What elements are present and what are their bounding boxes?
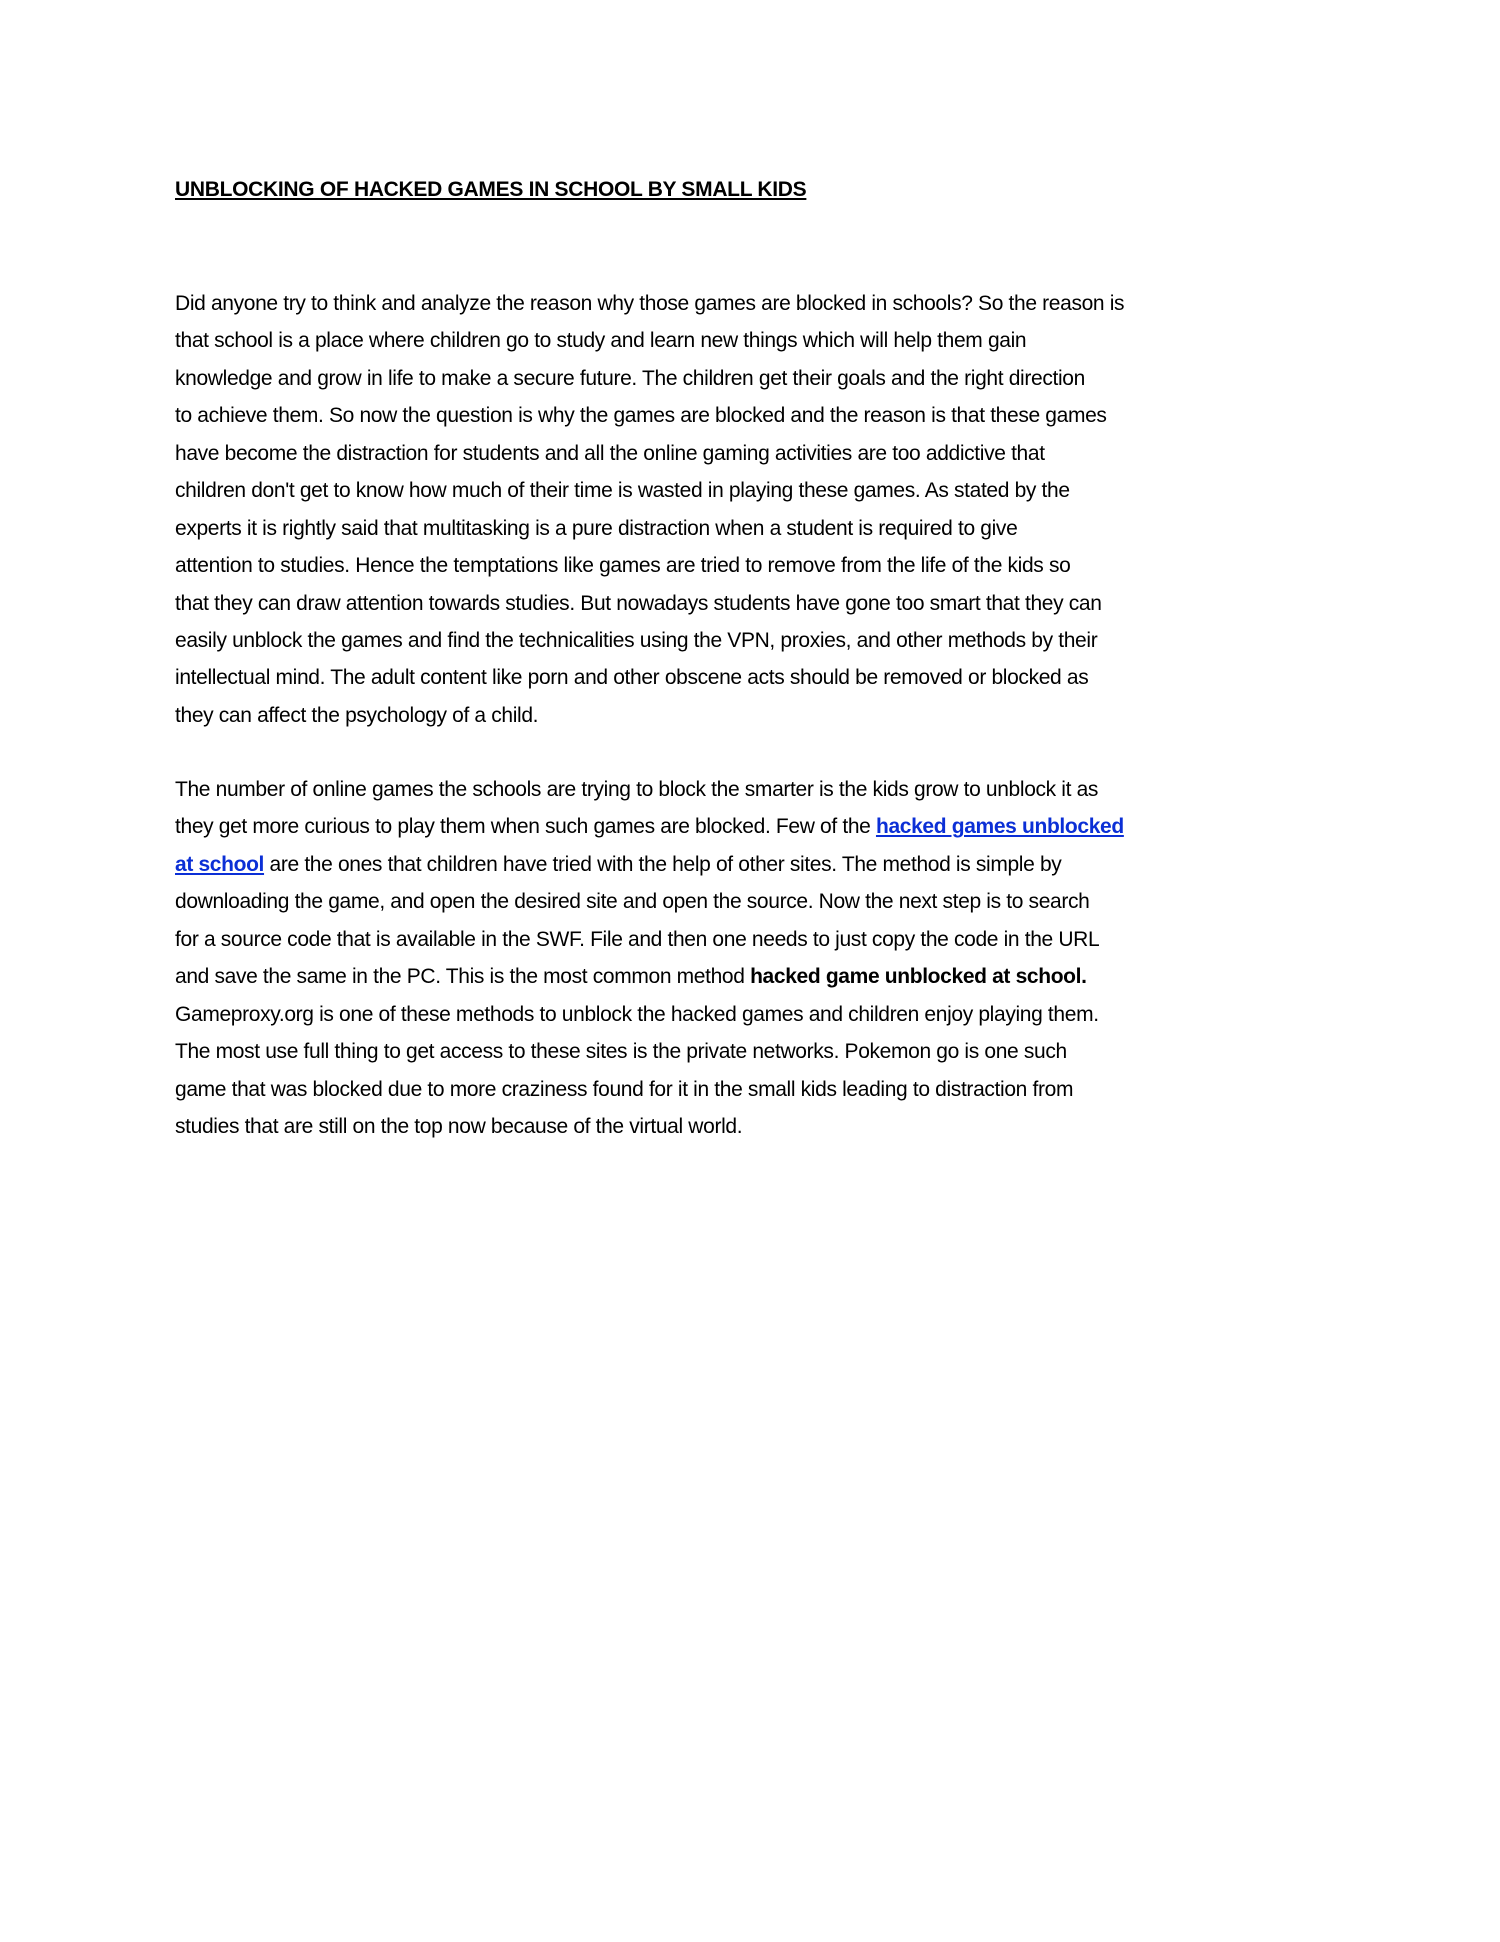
text-line: The number of online games the schools are trying to block the smarter is the kids grow to unblock it as bbox=[175, 778, 1099, 801]
text-line: children don't get to know how much of their time is wasted in playing these games. As stated by the bbox=[175, 479, 1070, 503]
text-line: Gameproxy.org is one of these methods to unblock the hacked games and children enjoy playing them. bbox=[175, 1002, 1099, 1026]
text-line: Did anyone try to think and analyze the reason why those games are blocked in schools? So the reason is bbox=[175, 292, 1125, 315]
paragraph-1 bbox=[175, 285, 1325, 734]
paragraph-2 bbox=[175, 771, 1325, 1145]
text-line: intellectual mind. The adult content like porn and other obscene acts should be removed or blocked as bbox=[175, 666, 1089, 690]
text-line: easily unblock the games and find the technicalities using the VPN, proxies, and other methods by their bbox=[175, 628, 1098, 652]
text-line bbox=[175, 846, 1325, 883]
text-span: are the ones that children have tried with the help of other sites. The method is simple by bbox=[264, 852, 1062, 876]
text-line: downloading the game, and open the desired site and open the source. Now the next step is to search bbox=[175, 890, 1090, 914]
text-line: game that was blocked due to more craziness found for it in the small kids leading to distraction from bbox=[175, 1077, 1074, 1101]
bold-keyword: hacked game unblocked at school. bbox=[750, 965, 1087, 989]
text-line bbox=[175, 958, 1325, 995]
text-line: that they can draw attention towards studies. But nowadays students have gone too smart that they can bbox=[175, 591, 1102, 615]
text-line: have become the distraction for students and all the online gaming activities are too addictive that bbox=[175, 441, 1045, 465]
text-line bbox=[175, 808, 1325, 845]
text-span: they get more curious to play them when such games are blocked. Few of the bbox=[175, 815, 876, 839]
hacked-games-link-continued[interactable]: at school bbox=[175, 852, 265, 876]
hacked-games-link[interactable]: hacked games unblocked bbox=[875, 815, 1124, 839]
text-line: attention to studies. Hence the temptations like games are tried to remove from the life of the kids so bbox=[175, 554, 1071, 578]
document-title: UNBLOCKING OF HACKED GAMES IN SCHOOL BY SMALL KIDS bbox=[175, 178, 807, 201]
text-line: experts it is rightly said that multitasking is a pure distraction when a student is required to give bbox=[175, 516, 1018, 540]
text-line: for a source code that is available in the SWF. File and then one needs to just copy the code in the URL bbox=[175, 927, 1100, 951]
text-line: they can affect the psychology of a child. bbox=[175, 703, 539, 727]
text-line: The most use full thing to get access to these sites is the private networks. Pokemon go is one such bbox=[175, 1040, 1067, 1064]
text-line: knowledge and grow in life to make a secure future. The children get their goals and the right direction bbox=[175, 366, 1085, 390]
text-line: studies that are still on the top now because of the virtual world. bbox=[175, 1114, 743, 1138]
text-line: that school is a place where children go to study and learn new things which will help them gain bbox=[175, 329, 1027, 353]
text-span: and save the same in the PC. This is the most common method bbox=[175, 965, 751, 989]
text-line: to achieve them. So now the question is why the games are blocked and the reason is that these games bbox=[175, 404, 1107, 428]
